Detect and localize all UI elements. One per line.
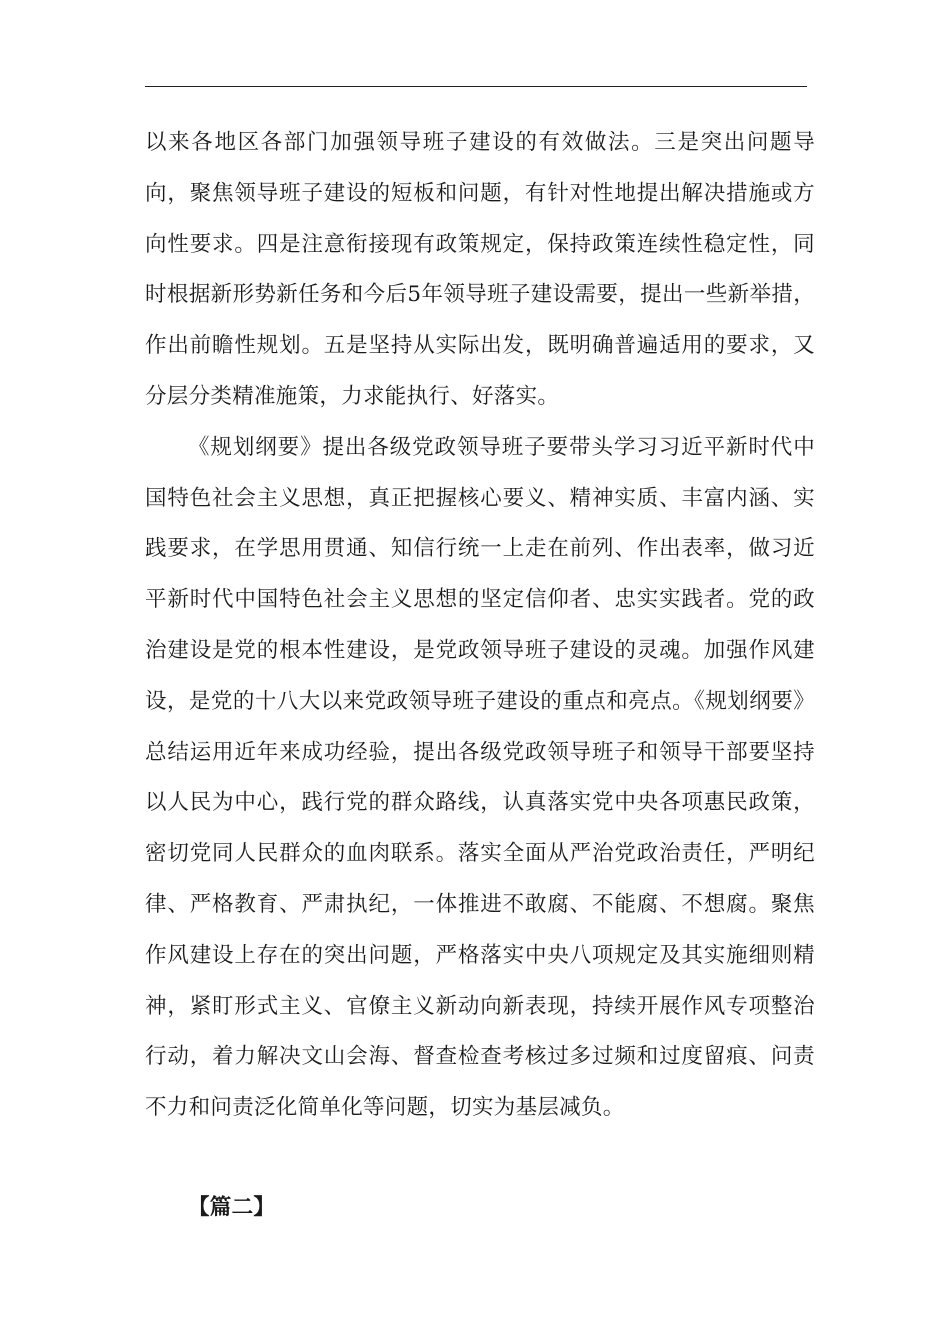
paragraph-continuation: 以来各地区各部门加强领导班子建设的有效做法。三是突出问题导向，聚焦领导班子建设的短板和问题，有针对性地提出解决措施或方向性要求。四是注意衔接现有政策规定，保持政策连续性稳定性，同时根据新形势新任务和今后5年领导班子建设需要，提出一些新举措，作出前瞻性规划。五是坚持从实际出发，既明确普遍适用的要求，又分层分类精准施策，力求能执行、好落实。 (145, 130, 815, 409)
document-body (145, 118, 815, 1134)
paragraph-plan-outline: 《规划纲要》提出各级党政领导班子要带头学习习近平新时代中国特色社会主义思想，真正把握核心要义、精神实质、丰富内涵、实践要求，在学思用贯通、知信行统一上走在前列、作出表率，做习近平新时代中国特色社会主义思想的坚定信仰者、忠实实践者。党的政治建设是党的根本性建设，是党政领导班子建设的灵魂。加强作风建设，是党的十八大以来党政领导班子建设的重点和亮点。《规划纲要》总结运用近年来成功经验，提出各级党政领导班子和领导干部要坚持以人民为中心，践行党的群众路线，认真落实党中央各项惠民政策，密切党同人民群众的血肉联系。落实全面从严治党政治责任，严明纪律、严格教育、严肃执纪，一体推进不敢腐、不能腐、不想腐。聚焦作风建设上存在的突出问题，严格落实中央八项规定及其实施细则精神，紧盯形式主义、官僚主义新动向新表现，持续开展作风专项整治行动，着力解决文山会海、督查检查考核过多过频和过度留痕、问责不力和问责泛化简单化等问题，切实为基层减负。 (145, 434, 815, 1121)
header-rule (145, 86, 807, 87)
section-heading: 【篇二】 (188, 1195, 276, 1220)
